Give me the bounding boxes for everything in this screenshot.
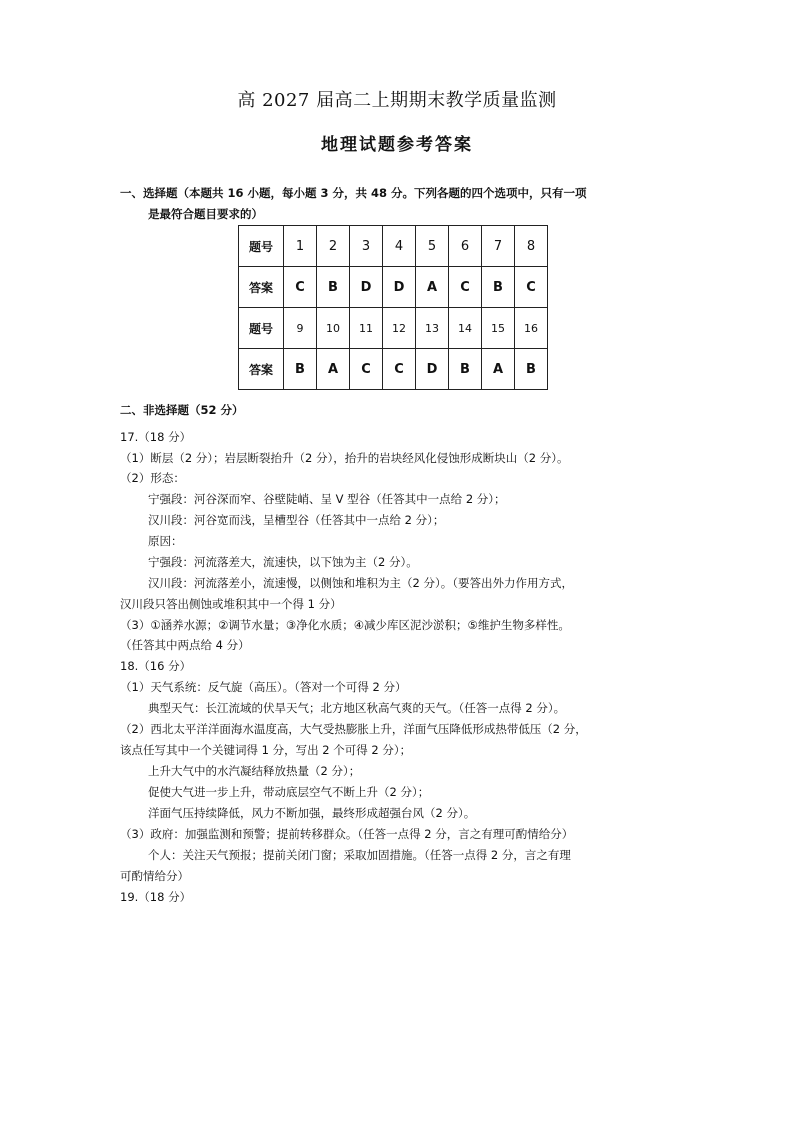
q17-part3: （3）①涵养水源；②调节水量；③净化水质；④减少库区泥沙淤积；⑤维护生物多样性。 xyxy=(120,618,570,632)
answer-cell: C xyxy=(350,349,383,390)
q18-part3-line: 个人：关注天气预报；提前关闭门窗；采取加固措施。（任答一点得 2 分，言之有理 xyxy=(148,848,571,862)
question-number: 7 xyxy=(482,226,515,267)
q17-part2-line: 宁强段：河谷深而窄、谷壁陡峭、呈 V 型谷（任答其中一点给 2 分）； xyxy=(148,492,506,506)
question-number: 1 xyxy=(284,226,317,267)
q18-part1-line: 典型天气：长江流域的伏旱天气；北方地区秋高气爽的天气。（任答一点得 2 分）。 xyxy=(148,701,566,715)
table-row xyxy=(239,308,548,349)
q18-part2: （2）西北太平洋洋面海水温度高，大气受热膨胀上升，洋面气压降低形成热带低压（2 分， xyxy=(120,722,587,736)
section1-instruction-line1: 一、选择题（本题共 16 小题，每小题 3 分，共 48 分。下列各题的四个选项中，只有一项 xyxy=(120,186,587,200)
answer-cell: B xyxy=(449,349,482,390)
answer-cell: D xyxy=(383,267,416,308)
document-title: 高 2027 届高二上期期末教学质量监测 xyxy=(237,90,557,111)
answer-cell: A xyxy=(317,349,350,390)
section1-instruction-line2: 是最符合题目要求的） xyxy=(148,207,263,221)
question-number: 3 xyxy=(350,226,383,267)
answer-cell: C xyxy=(383,349,416,390)
q18-part2-line: 促使大气进一步上升，带动底层空气不断上升（2 分）； xyxy=(148,785,430,799)
row-label-answer: 答案 xyxy=(239,267,284,308)
q17-part2-line: 宁强段：河流落差大，流速快，以下蚀为主（2 分）。 xyxy=(148,555,418,569)
q18-part2-line: 洋面气压持续降低，风力不断加强，最终形成超强台风（2 分）。 xyxy=(148,806,476,820)
answer-cell: D xyxy=(416,349,449,390)
row-label-question: 题号 xyxy=(239,308,284,349)
q18-part3: （3）政府：加强监测和预警；提前转移群众。（任答一点得 2 分，言之有理可酌情给分） xyxy=(120,827,574,841)
q17-part1: （1）断层（2 分）；岩层断裂抬升（2 分），抬升的岩块经风化侵蚀形成断块山（2 分）。 xyxy=(120,451,569,465)
q17-heading: 17.（18 分） xyxy=(120,430,192,444)
q17-part3-line: （任答其中两点给 4 分） xyxy=(120,638,250,652)
question-number: 11 xyxy=(350,308,383,349)
question-number: 4 xyxy=(383,226,416,267)
q18-heading: 18.（16 分） xyxy=(120,659,192,673)
answer-cell: B xyxy=(284,349,317,390)
question-number: 12 xyxy=(383,308,416,349)
q19-heading: 19.（18 分） xyxy=(120,890,192,904)
q18-part2-line: 上升大气中的水汽凝结释放热量（2 分）； xyxy=(148,764,361,778)
question-number: 8 xyxy=(515,226,548,267)
answer-cell: A xyxy=(482,349,515,390)
q17-part2-line: 汉川段：河流落差小，流速慢，以侧蚀和堆积为主（2 分）。（要答出外力作用方式， xyxy=(148,576,573,590)
answer-cell: B xyxy=(482,267,515,308)
q17-part2: （2）形态： xyxy=(120,471,185,485)
answer-cell: C xyxy=(515,267,548,308)
table-row xyxy=(239,267,548,308)
question-number: 6 xyxy=(449,226,482,267)
table-row xyxy=(239,349,548,390)
document-subtitle: 地理试题参考答案 xyxy=(321,135,473,155)
q17-part2-line: 原因： xyxy=(148,534,183,548)
answer-cell: C xyxy=(449,267,482,308)
row-label-answer: 答案 xyxy=(239,349,284,390)
row-label-question: 题号 xyxy=(239,226,284,267)
answer-cell: A xyxy=(416,267,449,308)
question-number: 5 xyxy=(416,226,449,267)
question-number: 13 xyxy=(416,308,449,349)
answer-cell: B xyxy=(317,267,350,308)
question-number: 16 xyxy=(515,308,548,349)
table-row xyxy=(239,226,548,267)
q18-part2-line: 该点任写其中一个关键词得 1 分，写出 2 个可得 2 分）； xyxy=(120,743,412,757)
answer-cell: B xyxy=(515,349,548,390)
q17-part2-line: 汉川段只答出侧蚀或堆积其中一个得 1 分） xyxy=(120,597,342,611)
answer-cell: C xyxy=(284,267,317,308)
answer-table xyxy=(238,225,548,390)
question-number: 9 xyxy=(284,308,317,349)
q18-part3-line: 可酌情给分） xyxy=(120,869,189,883)
section2-heading: 二、非选择题（52 分） xyxy=(120,403,244,417)
question-number: 10 xyxy=(317,308,350,349)
question-number: 2 xyxy=(317,226,350,267)
question-number: 15 xyxy=(482,308,515,349)
question-number: 14 xyxy=(449,308,482,349)
q17-part2-line: 汉川段：河谷宽而浅，呈槽型谷（任答其中一点给 2 分）； xyxy=(148,513,445,527)
q18-part1: （1）天气系统：反气旋（高压）。（答对一个可得 2 分） xyxy=(120,680,407,694)
answer-cell: D xyxy=(350,267,383,308)
